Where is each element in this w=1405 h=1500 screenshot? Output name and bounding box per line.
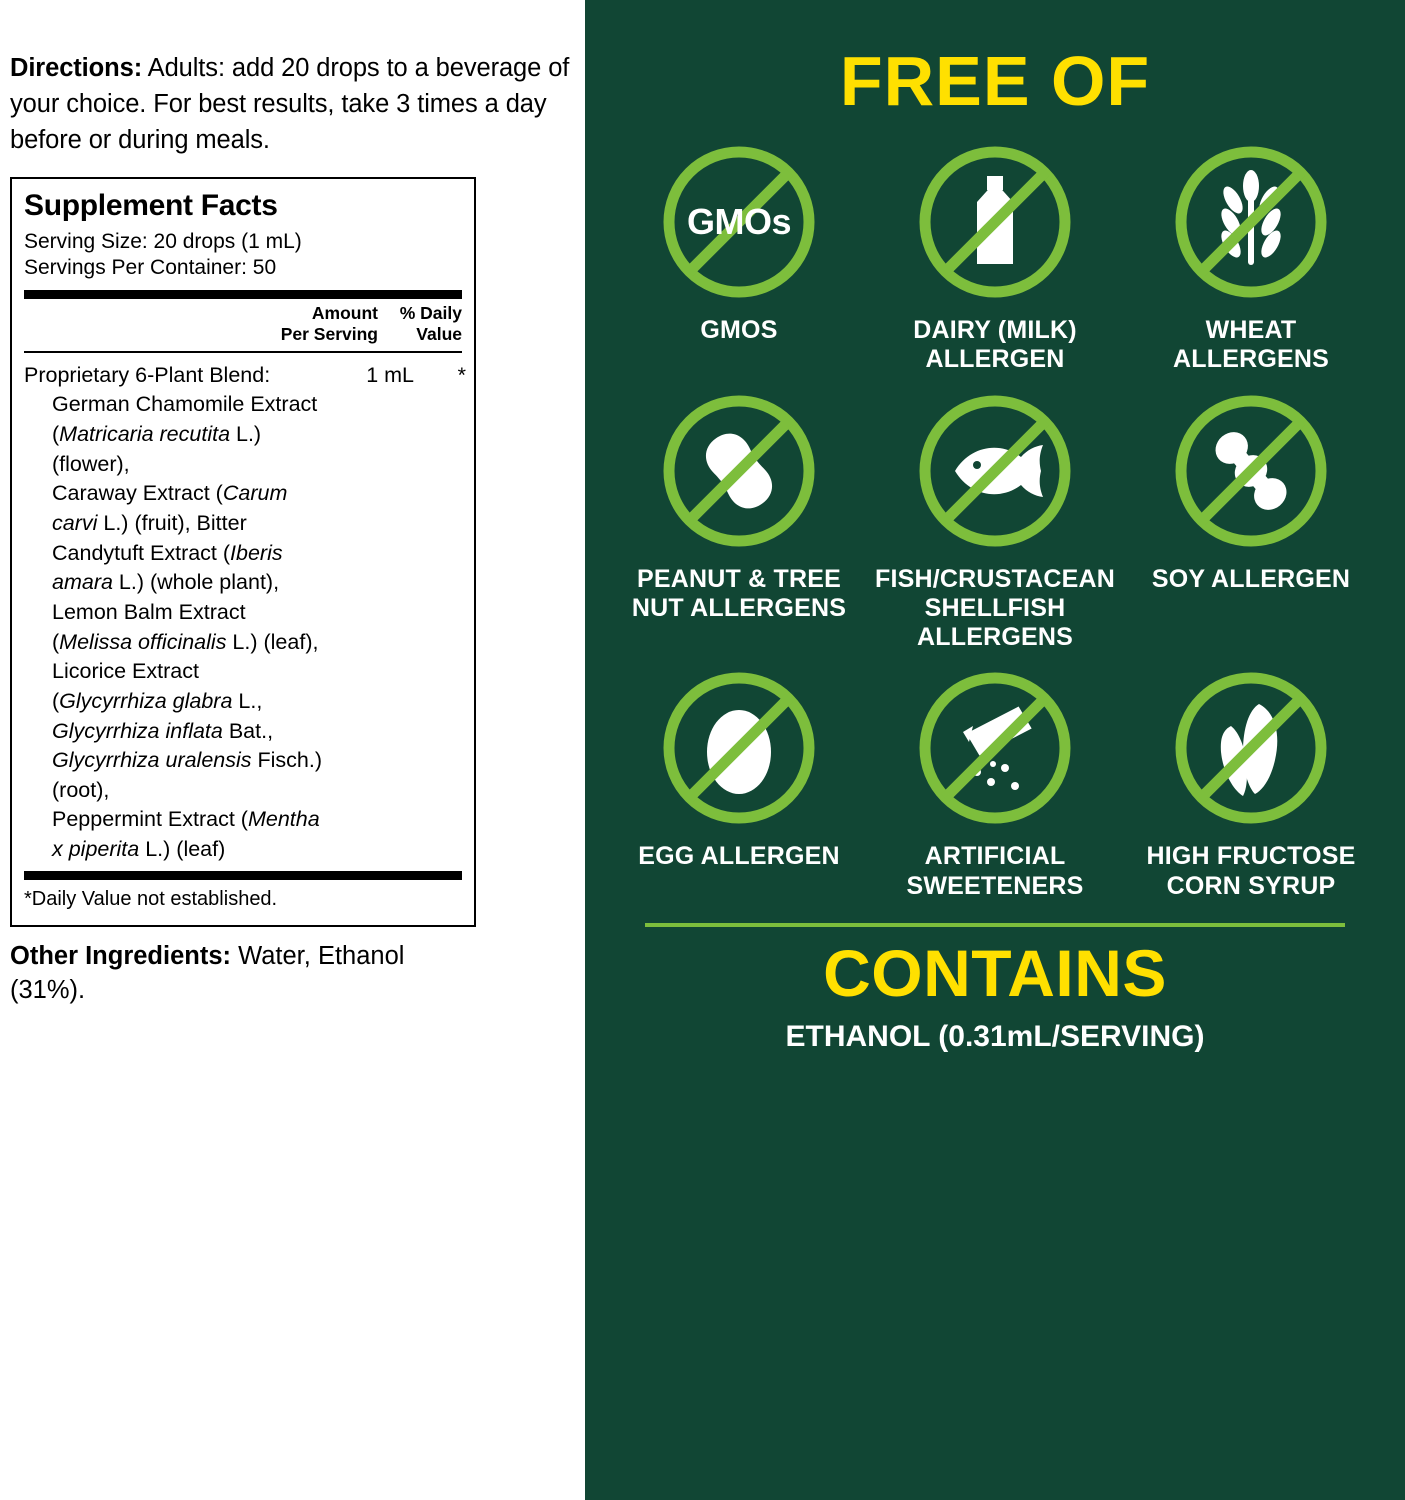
free-of-item-soy: [1123, 391, 1379, 653]
divider-thick-top: [24, 290, 462, 299]
contains-detail: ETHANOL (0.31mL/SERVING): [785, 1020, 1205, 1054]
serving-size: Serving Size: 20 drops (1 mL): [24, 229, 302, 253]
milk-carton-icon: [915, 142, 1075, 302]
peanut-icon: [659, 391, 819, 551]
dv-header-line1: % Daily: [399, 303, 462, 324]
amount-per-serving-header: [258, 303, 378, 344]
gmos-icon-text: GMOs: [686, 201, 792, 242]
ingredient-chamomile: German Chamomile Extract (Matricaria recutita L.) (flower),: [52, 392, 318, 476]
egg-icon: [659, 668, 819, 828]
free-of-label-gmos: GMOS: [700, 316, 778, 344]
daily-value-footnote: *Daily Value not established.: [24, 887, 278, 910]
free-of-item-sweeteners: [867, 668, 1123, 901]
free-of-label-soy: SOY ALLERGEN: [1151, 564, 1351, 593]
corn-icon: [1171, 668, 1331, 828]
table-column-headers: [24, 303, 462, 346]
other-ingredients-label: Other Ingredients:: [10, 941, 232, 970]
free-of-item-fish: [867, 391, 1123, 653]
sweetener-packet-icon: [915, 668, 1075, 828]
blend-heading: Proprietary 6-Plant Blend:: [24, 362, 271, 387]
blend-daily-value: *: [457, 362, 466, 387]
servings-per-container: Servings Per Container: 50: [24, 256, 277, 280]
free-of-item-dairy: [867, 142, 1123, 375]
directions-text: Adults: add 20 drops to a beverage of your choice. For best results, take 3 times a day before or during meals.: [10, 54, 570, 155]
other-ingredients-text: Water, Ethanol (31%).: [10, 941, 405, 1005]
free-of-label-sweeteners: ARTIFICIAL SWEETENERS: [906, 842, 1084, 900]
ingredients-table: [24, 357, 466, 865]
daily-value-header: [388, 303, 462, 344]
free-of-label-dairy: DAIRY (MILK) ALLERGEN: [913, 316, 1077, 374]
ingredient-peppermint: Peppermint Extract (Mentha x piperita L.) (leaf): [52, 807, 320, 862]
divider-thick-bottom: [24, 871, 462, 880]
contains-title: CONTAINS: [823, 935, 1167, 1010]
supplement-info-panel: [0, 0, 585, 1500]
free-of-item-wheat: [1123, 142, 1379, 375]
supplement-facts-box: [10, 177, 476, 927]
section-divider: [645, 923, 1345, 927]
free-of-label-fish: FISH/CRUSTACEAN SHELLFISH ALLERGENS: [875, 564, 1116, 651]
free-of-label-corn: HIGH FRUCTOSE CORN SYRUP: [1146, 842, 1356, 900]
free-of-label-egg: EGG ALLERGEN: [638, 842, 840, 871]
table-row: [24, 361, 466, 865]
fish-icon: [915, 391, 1075, 551]
free-of-icon-grid: [611, 142, 1379, 901]
gmos-icon: [659, 142, 819, 302]
ingredient-lemon-balm: Lemon Balm Extract (Melissa officinalis L.) (leaf), Licorice Extract: [52, 599, 319, 684]
amount-header-line2: Per Serving: [280, 324, 378, 344]
dv-header-line2: Value: [416, 324, 462, 344]
blend-ingredient-name: [24, 361, 324, 865]
free-of-item-egg: [611, 668, 867, 901]
other-ingredients-block: [10, 939, 480, 1008]
divider-thin: [24, 351, 462, 353]
ingredient-candytuft: Candytuft Extract (Iberis amara L.) (whole plant),: [52, 540, 283, 595]
free-of-panel: [585, 0, 1405, 1500]
ingredient-licorice: (Glycyrrhiza glabra L., Glycyrrhiza inflata Bat., Glycyrrhiza uralensis Fisch.) (root),: [52, 688, 323, 802]
soybean-icon: [1171, 391, 1331, 551]
free-of-label-peanut: PEANUT & TREE NUT ALLERGENS: [631, 564, 847, 622]
free-of-title: FREE OF: [839, 42, 1151, 120]
blend-amount: 1 mL: [366, 362, 414, 387]
wheat-icon: [1171, 142, 1331, 302]
directions-label: Directions:: [10, 54, 143, 82]
free-of-label-wheat: WHEAT ALLERGENS: [1173, 316, 1329, 374]
ingredient-caraway: Caraway Extract (Carum carvi L.) (fruit), Bitter: [52, 481, 288, 535]
free-of-item-peanut: [611, 391, 867, 653]
free-of-item-gmos: [611, 142, 867, 375]
amount-header-line1: Amount: [311, 303, 378, 324]
supplement-facts-title: Supplement Facts: [24, 188, 278, 222]
free-of-item-corn: [1123, 668, 1379, 901]
directions-block: [10, 50, 571, 159]
